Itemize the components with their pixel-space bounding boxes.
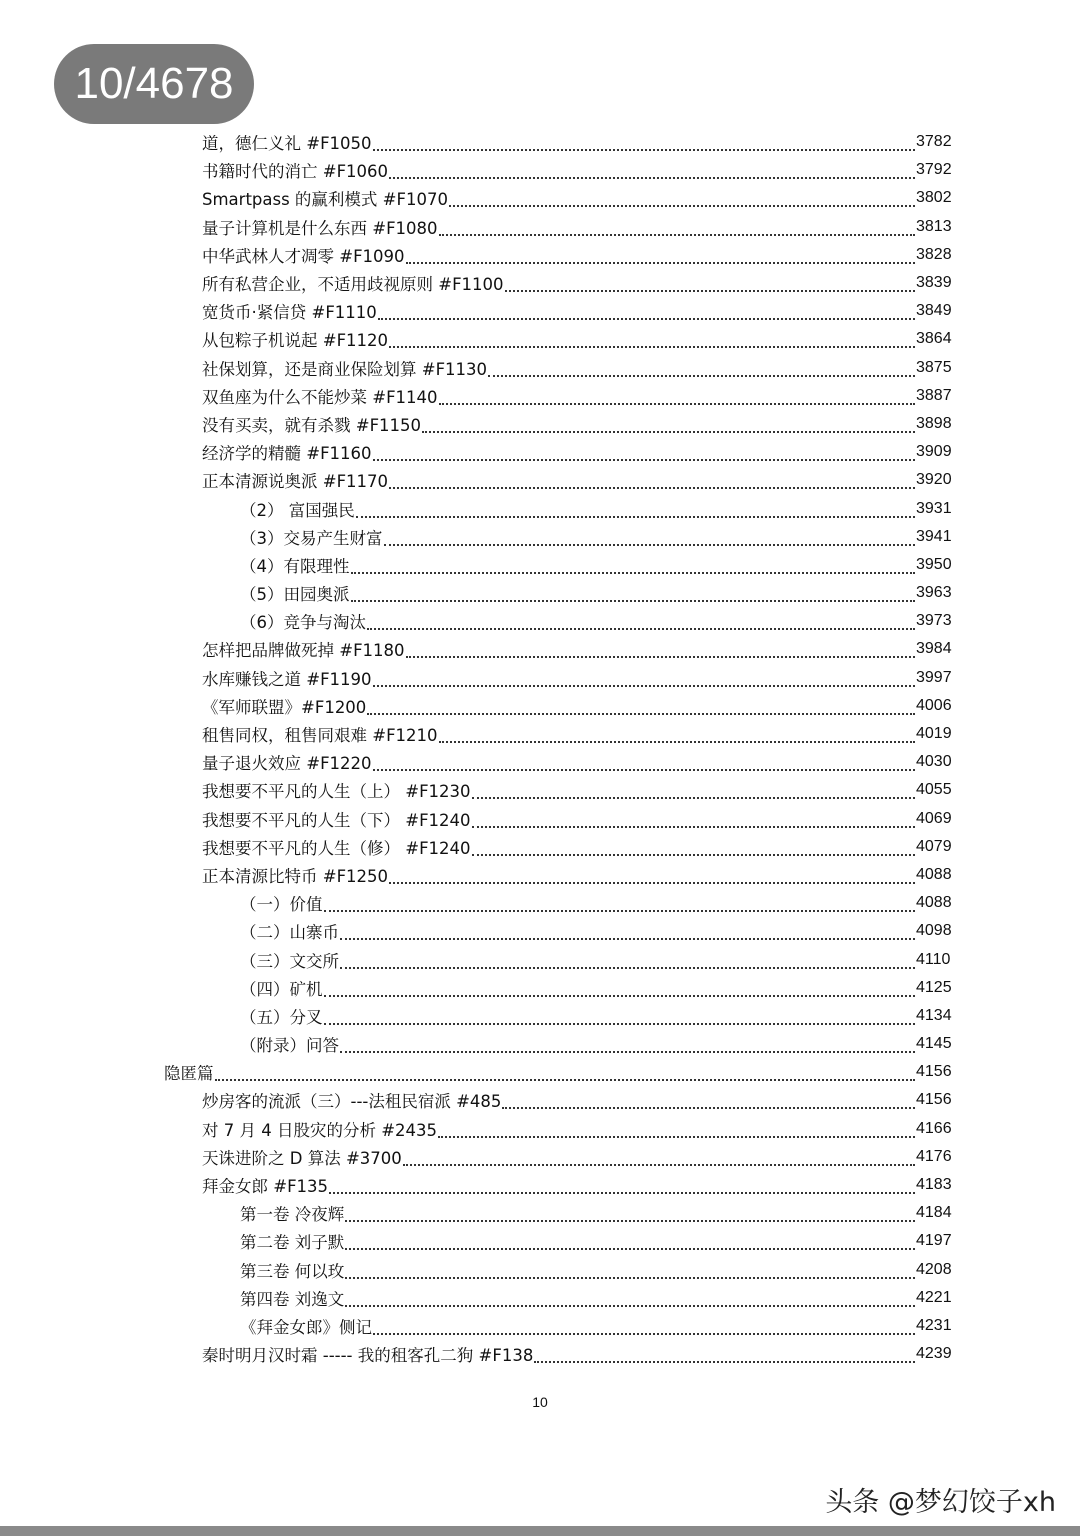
toc-entry[interactable] xyxy=(0,917,1080,945)
toc-entry[interactable] xyxy=(0,861,1080,889)
toc-dot-leader xyxy=(389,165,915,179)
toc-dot-leader xyxy=(439,222,915,236)
toc-dot-leader xyxy=(367,701,915,715)
toc-entry-title: （五）分叉 xyxy=(240,1007,323,1027)
toc-entry[interactable] xyxy=(0,1312,1080,1340)
toc-entry-title: 怎样把品牌做死掉 #F1180 xyxy=(202,641,405,661)
toc-dot-leader xyxy=(472,842,915,856)
toc-entry-page: 3864 xyxy=(916,330,952,348)
toc-entry-title: 社保划算，还是商业保险划算 #F1130 xyxy=(202,359,488,379)
toc-dot-leader xyxy=(373,757,915,771)
toc-entry-title: （附录）问答 xyxy=(240,1036,339,1056)
toc-entry-title: 第一卷 冷夜辉 xyxy=(240,1205,345,1225)
toc-entry-title: 我想要不平凡的人生（修） #F1240 xyxy=(202,838,471,858)
toc-entry[interactable] xyxy=(0,325,1080,353)
toc-entry-page: 4156 xyxy=(916,1091,952,1109)
toc-entry[interactable] xyxy=(0,1002,1080,1030)
toc-entry-page: 4145 xyxy=(916,1035,952,1053)
toc-dot-leader xyxy=(422,419,915,433)
toc-entry-page: 4176 xyxy=(916,1147,952,1165)
toc-entry[interactable] xyxy=(0,635,1080,663)
toc-entry-title: （四）矿机 xyxy=(240,979,323,999)
toc-dot-leader xyxy=(351,560,916,574)
toc-dot-leader xyxy=(384,532,916,546)
toc-dot-leader xyxy=(351,588,916,602)
toc-entry-page: 4098 xyxy=(916,922,952,940)
toc-entry[interactable] xyxy=(0,551,1080,579)
toc-entry-title: （一）价值 xyxy=(240,895,323,915)
toc-dot-leader xyxy=(505,278,915,292)
toc-entry-title: 天诛进阶之 D 算法 #3700 xyxy=(202,1148,402,1168)
toc-entry[interactable] xyxy=(0,1143,1080,1171)
toc-dot-leader xyxy=(389,870,915,884)
toc-dot-leader xyxy=(439,391,915,405)
toc-entry[interactable] xyxy=(0,945,1080,973)
toc-entry-page: 3997 xyxy=(916,668,952,686)
toc-entry[interactable] xyxy=(0,776,1080,804)
toc-entry[interactable] xyxy=(0,354,1080,382)
toc-entry-page: 3898 xyxy=(916,414,952,432)
toc-entry-page: 3950 xyxy=(916,555,952,573)
toc-entry-title: 中华武林人才凋零 #F1090 xyxy=(202,246,405,266)
toc-entry-title: 正本清源说奥派 #F1170 xyxy=(202,472,389,492)
toc-dot-leader xyxy=(345,1236,915,1250)
toc-entry-title: 量子计算机是什么东西 #F1080 xyxy=(202,218,438,238)
toc-entry-title: 道，德仁义礼 #F1050 xyxy=(202,134,372,154)
toc-entry[interactable] xyxy=(0,1086,1080,1114)
toc-entry-page: 4208 xyxy=(916,1260,952,1278)
toc-entry[interactable] xyxy=(0,438,1080,466)
toc-entry-page: 4006 xyxy=(916,696,952,714)
toc-entry-page: 3973 xyxy=(916,612,952,630)
toc-entry[interactable] xyxy=(0,1058,1080,1086)
toc-dot-leader xyxy=(373,137,915,151)
bottom-scroll-bar[interactable] xyxy=(0,1526,1080,1536)
toc-entry[interactable] xyxy=(0,748,1080,776)
toc-dot-leader xyxy=(340,1039,915,1053)
page-counter-badge[interactable]: 10/4678 xyxy=(54,44,254,124)
toc-entry-page: 4019 xyxy=(916,725,952,743)
toc-entry-page: 4030 xyxy=(916,753,952,771)
toc-entry-title: 秦时明月汉时霜 ----- 我的租客孔二狗 #F138 xyxy=(202,1346,534,1366)
toc-dot-leader xyxy=(324,898,916,912)
toc-dot-leader xyxy=(367,616,915,630)
table-of-contents xyxy=(0,128,1080,1368)
toc-entry[interactable] xyxy=(0,579,1080,607)
toc-entry-title: 租售同权，租售同艰难 #F1210 xyxy=(202,726,438,746)
toc-entry-title: （三）文交所 xyxy=(240,951,339,971)
toc-dot-leader xyxy=(389,475,915,489)
toc-entry-title: 隐匿篇 xyxy=(164,1064,214,1084)
toc-entry-page: 3931 xyxy=(916,499,952,517)
toc-entry[interactable] xyxy=(0,1340,1080,1368)
toc-entry[interactable] xyxy=(0,1284,1080,1312)
toc-entry-page: 4156 xyxy=(916,1063,952,1081)
toc-dot-leader xyxy=(439,729,915,743)
toc-entry-page: 3984 xyxy=(916,640,952,658)
toc-entry-title: 经济学的精髓 #F1160 xyxy=(202,444,372,464)
toc-entry[interactable] xyxy=(0,720,1080,748)
toc-entry-page: 3963 xyxy=(916,584,952,602)
toc-entry-page: 3875 xyxy=(916,358,952,376)
toc-entry-page: 4110 xyxy=(916,950,951,968)
toc-entry-title: 我想要不平凡的人生（上） #F1230 xyxy=(202,782,471,802)
toc-entry-page: 4221 xyxy=(916,1288,952,1306)
toc-entry-title: Smartpass 的赢利模式 #F1070 xyxy=(202,190,448,210)
toc-entry[interactable] xyxy=(0,269,1080,297)
toc-entry-title: 宽货币·紧信贷 #F1110 xyxy=(202,303,377,323)
toc-dot-leader xyxy=(340,955,915,969)
toc-entry-page: 4166 xyxy=(916,1119,952,1137)
toc-entry-title: 从包粽子机说起 #F1120 xyxy=(202,331,389,351)
toc-entry-title: 《拜金女郎》侧记 xyxy=(240,1317,372,1337)
toc-entry[interactable] xyxy=(0,664,1080,692)
toc-entry-title: 拜金女郎 #F135 xyxy=(202,1177,329,1197)
toc-entry[interactable] xyxy=(0,1115,1080,1143)
toc-dot-leader xyxy=(488,363,915,377)
toc-entry-page: 4125 xyxy=(916,978,952,996)
toc-entry-title: （二）山寨币 xyxy=(240,923,339,943)
toc-entry-title: （3）交易产生财富 xyxy=(240,528,383,548)
toc-dot-leader xyxy=(403,1152,915,1166)
toc-dot-leader xyxy=(345,1265,915,1279)
toc-entry-page: 3941 xyxy=(916,527,952,545)
toc-entry-title: 所有私营企业，不适用歧视原则 #F1100 xyxy=(202,275,504,295)
toc-dot-leader xyxy=(472,814,915,828)
footer-page-number: 10 xyxy=(532,1394,548,1410)
toc-entry-title: 对 7 月 4 日股灾的分析 #2435 xyxy=(202,1120,438,1140)
toc-dot-leader xyxy=(356,504,915,518)
toc-dot-leader xyxy=(215,1067,916,1081)
toc-entry[interactable] xyxy=(0,692,1080,720)
toc-entry[interactable] xyxy=(0,805,1080,833)
toc-entry-page: 4197 xyxy=(916,1232,952,1250)
toc-entry-title: 第二卷 刘子默 xyxy=(240,1233,345,1253)
toc-entry[interactable] xyxy=(0,156,1080,184)
toc-dot-leader xyxy=(406,250,915,264)
toc-entry-page: 3909 xyxy=(916,443,952,461)
toc-entry-page: 3792 xyxy=(916,161,952,179)
toc-entry-page: 3782 xyxy=(916,133,952,151)
toc-dot-leader xyxy=(502,1095,915,1109)
toc-dot-leader xyxy=(406,644,915,658)
toc-entry[interactable] xyxy=(0,833,1080,861)
toc-dot-leader xyxy=(378,306,915,320)
toc-entry-title: 量子退火效应 #F1220 xyxy=(202,754,372,774)
toc-entry[interactable] xyxy=(0,974,1080,1002)
toc-entry-title: 水库赚钱之道 #F1190 xyxy=(202,669,372,689)
toc-entry-page: 4239 xyxy=(916,1345,952,1363)
toc-dot-leader xyxy=(329,1180,915,1194)
toc-entry[interactable] xyxy=(0,1199,1080,1227)
toc-entry-title: 正本清源比特币 #F1250 xyxy=(202,866,389,886)
toc-entry[interactable] xyxy=(0,1256,1080,1284)
toc-entry-page: 3920 xyxy=(916,471,952,489)
toc-entry[interactable] xyxy=(0,382,1080,410)
toc-entry-page: 4183 xyxy=(916,1176,952,1194)
toc-entry-page: 3887 xyxy=(916,386,952,404)
toc-entry-page: 4069 xyxy=(916,809,952,827)
toc-entry-title: 双鱼座为什么不能炒菜 #F1140 xyxy=(202,387,438,407)
toc-entry-page: 4134 xyxy=(916,1006,952,1024)
toc-entry[interactable] xyxy=(0,466,1080,494)
toc-entry[interactable] xyxy=(0,1171,1080,1199)
toc-entry-title: （6）竞争与淘汰 xyxy=(240,613,366,633)
toc-entry-page: 4079 xyxy=(916,837,952,855)
toc-entry-title: 第四卷 刘逸文 xyxy=(240,1289,345,1309)
toc-entry[interactable] xyxy=(0,241,1080,269)
toc-entry[interactable] xyxy=(0,410,1080,438)
toc-entry-page: 4231 xyxy=(916,1316,952,1334)
toc-entry-page: 4184 xyxy=(916,1204,952,1222)
watermark: 头条 @梦幻饺子xh xyxy=(825,1487,1056,1518)
toc-dot-leader xyxy=(373,1321,915,1335)
toc-dot-leader xyxy=(472,785,915,799)
toc-entry[interactable] xyxy=(0,494,1080,522)
toc-dot-leader xyxy=(449,193,915,207)
toc-entry[interactable] xyxy=(0,297,1080,325)
toc-entry[interactable] xyxy=(0,213,1080,241)
toc-entry-title: 我想要不平凡的人生（下） #F1240 xyxy=(202,810,471,830)
toc-entry[interactable] xyxy=(0,1030,1080,1058)
toc-entry[interactable] xyxy=(0,184,1080,212)
toc-entry-title: 《军师联盟》#F1200 xyxy=(202,697,367,717)
toc-dot-leader xyxy=(438,1124,915,1138)
toc-dot-leader xyxy=(534,1349,915,1363)
toc-entry-title: 没有买卖，就有杀戮 #F1150 xyxy=(202,415,422,435)
toc-dot-leader xyxy=(324,983,916,997)
toc-entry-page: 3813 xyxy=(916,217,952,235)
toc-dot-leader xyxy=(373,447,915,461)
toc-entry-title: 书籍时代的消亡 #F1060 xyxy=(202,162,389,182)
toc-dot-leader xyxy=(345,1293,915,1307)
toc-entry-title: （5）田园奥派 xyxy=(240,585,350,605)
toc-dot-leader xyxy=(324,1011,916,1025)
toc-dot-leader xyxy=(340,926,915,940)
toc-entry-title: 炒房客的流派（三）---法租民宿派 #485 xyxy=(202,1092,502,1112)
toc-entry[interactable] xyxy=(0,607,1080,635)
toc-entry[interactable] xyxy=(0,1227,1080,1255)
toc-entry-page: 3802 xyxy=(916,189,952,207)
toc-entry-page: 3839 xyxy=(916,274,952,292)
toc-entry[interactable] xyxy=(0,128,1080,156)
toc-entry-title: （4）有限理性 xyxy=(240,556,350,576)
toc-entry-page: 3849 xyxy=(916,302,952,320)
toc-entry[interactable] xyxy=(0,889,1080,917)
toc-entry-page: 3828 xyxy=(916,245,952,263)
toc-entry-page: 4055 xyxy=(916,781,952,799)
toc-dot-leader xyxy=(389,334,915,348)
toc-entry-page: 4088 xyxy=(916,865,952,883)
toc-entry[interactable] xyxy=(0,523,1080,551)
toc-dot-leader xyxy=(373,673,915,687)
toc-entry-page: 4088 xyxy=(916,894,952,912)
toc-dot-leader xyxy=(345,1208,915,1222)
toc-entry-title: （2） 富国强民 xyxy=(240,500,355,520)
toc-entry-title: 第三卷 何以玫 xyxy=(240,1261,345,1281)
